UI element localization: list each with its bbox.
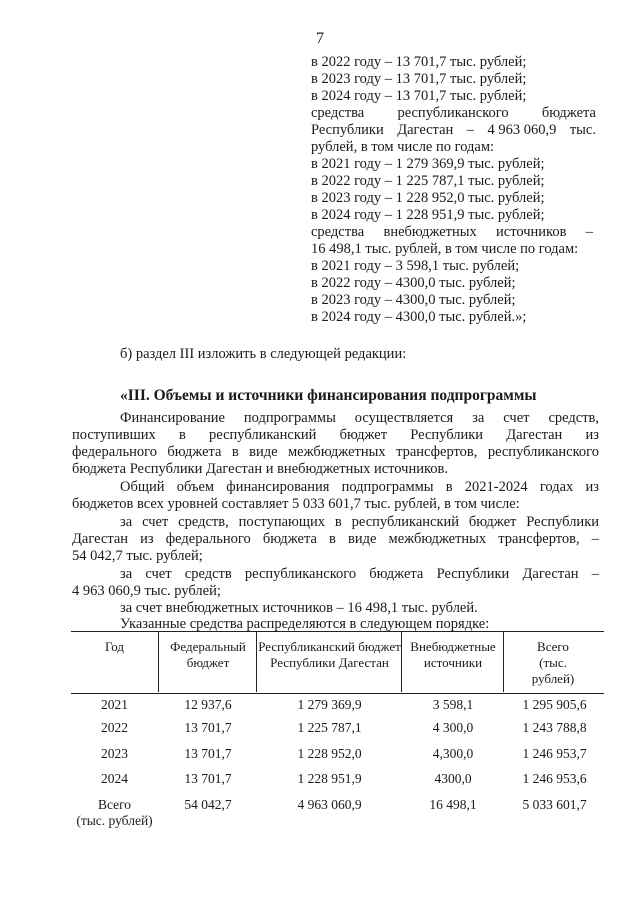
cell-republic: 1 228 951,9 bbox=[297, 771, 362, 786]
cell-total: 1 246 953,7 bbox=[522, 746, 587, 761]
section-b-intro: б) раздел III изложить в следующей редакции: bbox=[120, 346, 407, 362]
cell-total: 1 243 788,8 bbox=[522, 720, 587, 735]
cell-extra: 16 498,1 bbox=[429, 797, 477, 812]
paragraph-line: Общий объем финансирования подпрограммы в 2021-2024 годах из bbox=[120, 479, 599, 495]
paragraph-line: федерального бюджета в виде межбюджетных трансфертов, республиканского bbox=[72, 444, 599, 460]
budget-line: Республики Дагестан – 4 963 060,9 тыс. bbox=[311, 122, 596, 138]
cell-year: 2021 bbox=[101, 697, 128, 712]
cell-total-label-unit: (тыс. рублей) bbox=[76, 813, 153, 828]
budget-line: в 2021 году – 3 598,1 тыс. рублей; bbox=[311, 258, 520, 274]
cell-extra: 3 598,1 bbox=[432, 697, 474, 712]
cell-republic: 1 225 787,1 bbox=[297, 720, 362, 735]
budget-line: 16 498,1 тыс. рублей, в том числе по годам: bbox=[311, 241, 579, 257]
cell-extra: 4300,0 bbox=[434, 771, 472, 786]
budget-line: в 2024 году – 4300,0 тыс. рублей.»; bbox=[311, 309, 527, 325]
paragraph-line: бюджетов всех уровней составляет 5 033 601,7 тыс. рублей, в том числе: bbox=[72, 496, 520, 512]
paragraph-line: бюджета Республики Дагестан и внебюджетных источников. bbox=[72, 461, 449, 477]
paragraph-line: Указанные средства распределяются в следующем порядке: bbox=[120, 616, 490, 632]
paragraph-line: Финансирование подпрограммы осуществляется за счет средств, bbox=[120, 410, 599, 426]
header-year: Год bbox=[104, 639, 125, 654]
cell-year: 2024 bbox=[101, 771, 128, 786]
budget-line: рублей, в том числе по годам: bbox=[311, 139, 495, 155]
cell-republic: 1 228 952,0 bbox=[297, 746, 362, 761]
cell-year: 2022 bbox=[101, 720, 128, 735]
paragraph-line: 4 963 060,9 тыс. рублей; bbox=[72, 583, 221, 599]
cell-extra: 4 300,0 bbox=[432, 720, 474, 735]
cell-federal: 13 701,7 bbox=[184, 720, 232, 735]
cell-year: 2023 bbox=[101, 746, 128, 761]
table-top-rule bbox=[71, 631, 604, 632]
header-federal: Федеральный бюджет bbox=[170, 639, 246, 670]
paragraph-line: 54 042,7 тыс. рублей; bbox=[72, 548, 203, 564]
paragraph-line: Дагестан из федерального бюджета в виде межбюджетных трансфертов, – bbox=[72, 531, 599, 547]
cell-republic: 1 279 369,9 bbox=[297, 697, 362, 712]
budget-line: средства внебюджетных источников – bbox=[311, 224, 593, 240]
header-total: Всего (тыс. рублей) bbox=[531, 639, 575, 686]
section-heading: «III. Объемы и источники финансирования подпрограммы bbox=[120, 387, 537, 404]
header-extra: Внебюджетные источники bbox=[410, 639, 496, 670]
paragraph-line: поступивших в республиканский бюджет Республики Дагестан из bbox=[72, 427, 599, 443]
cell-federal: 54 042,7 bbox=[184, 797, 232, 812]
column-divider bbox=[503, 632, 504, 692]
paragraph-line: за счет средств, поступающих в республиканский бюджет Республики bbox=[120, 514, 599, 530]
budget-line: в 2022 году – 13 701,7 тыс. рублей; bbox=[311, 54, 527, 70]
paragraph-line: за счет внебюджетных источников – 16 498,1 тыс. рублей. bbox=[120, 600, 478, 616]
budget-line: в 2023 году – 13 701,7 тыс. рублей; bbox=[311, 71, 527, 87]
column-divider bbox=[401, 632, 402, 692]
budget-line: средства республиканского бюджета bbox=[311, 105, 596, 121]
cell-total: 5 033 601,7 bbox=[522, 797, 587, 812]
budget-line: в 2021 году – 1 279 369,9 тыс. рублей; bbox=[311, 156, 545, 172]
cell-federal: 12 937,6 bbox=[184, 697, 232, 712]
cell-total: 1 246 953,6 bbox=[522, 771, 587, 786]
budget-line: в 2022 году – 4300,0 тыс. рублей; bbox=[311, 275, 516, 291]
budget-line: в 2024 году – 13 701,7 тыс. рублей; bbox=[311, 88, 527, 104]
budget-line: в 2023 году – 4300,0 тыс. рублей; bbox=[311, 292, 516, 308]
cell-total-label: Всего bbox=[97, 797, 132, 812]
budget-line: в 2022 году – 1 225 787,1 тыс. рублей; bbox=[311, 173, 545, 189]
budget-line: в 2024 году – 1 228 951,9 тыс. рублей; bbox=[311, 207, 545, 223]
budget-line: в 2023 году – 1 228 952,0 тыс. рублей; bbox=[311, 190, 545, 206]
page-number: 7 bbox=[316, 30, 324, 47]
cell-extra: 4,300,0 bbox=[432, 746, 474, 761]
header-republic: Республиканский бюджет Республики Дагестан bbox=[258, 639, 401, 670]
column-divider bbox=[256, 632, 257, 692]
cell-total: 1 295 905,6 bbox=[522, 697, 587, 712]
table-header-rule bbox=[71, 693, 604, 694]
paragraph-line: за счет средств республиканского бюджета Республики Дагестан – bbox=[120, 566, 599, 582]
column-divider bbox=[158, 632, 159, 692]
cell-federal: 13 701,7 bbox=[184, 771, 232, 786]
cell-republic: 4 963 060,9 bbox=[297, 797, 362, 812]
cell-federal: 13 701,7 bbox=[184, 746, 232, 761]
